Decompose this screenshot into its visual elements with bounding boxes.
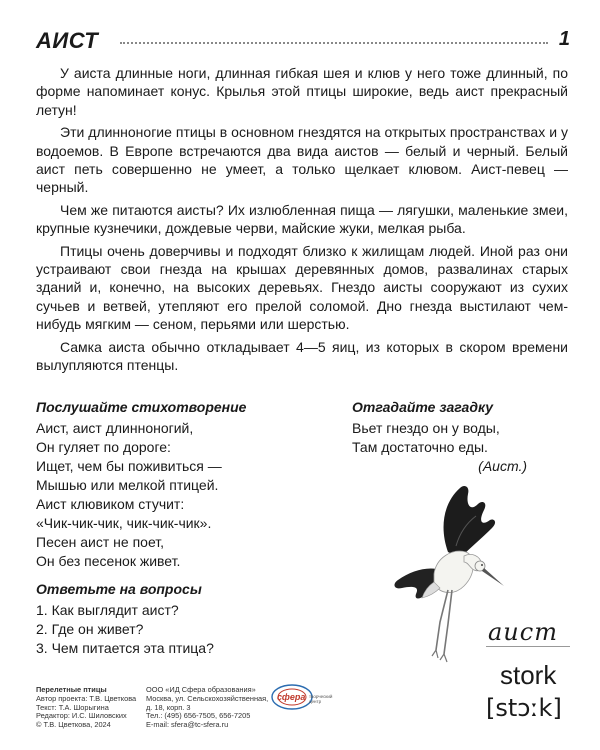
question-item: 3. Чем питается эта птица? (36, 640, 214, 656)
riddle-line: Там достаточно еды. (352, 439, 488, 455)
footer-line: Автор проекта: Т.В. Цветкова (36, 693, 137, 703)
footer-line: Текст: Т.А. Шорыгина (36, 702, 109, 712)
questions-heading: Ответьте на вопросы (36, 581, 202, 597)
page-title: АИСТ (36, 28, 99, 53)
article-body (36, 64, 568, 379)
footer-line: ООО «ИД Сфера образования» (146, 685, 256, 694)
page-number: 1 (558, 28, 570, 50)
poem-line: Мышью или мелкой птицей. (36, 477, 219, 493)
footer-publisher (146, 686, 268, 730)
riddle-line: Вьет гнездо он у воды, (352, 420, 500, 436)
poem-line: Ищет, чем бы поживиться — (36, 458, 222, 474)
riddle-answer: (Аист.) (478, 458, 527, 474)
logo-subtitle: творческий центр (309, 694, 333, 704)
footer-line: © Т.В. Цветкова, 2024 (36, 720, 111, 730)
paragraph: Чем же питаются аисты? Их излюбленная пища — лягушки, маленькие змеи, крупные кузнечики, дождевые черви, майские жуки, мелкая рыба. (36, 201, 568, 237)
paragraph: Самка аиста обычно откладывает 4—5 яиц, из которых в скором времени вылупляются птенцы. (36, 338, 568, 374)
questions-section (36, 580, 326, 658)
poem-section (36, 398, 326, 571)
footer-line: E-mail: sfera@tc-sfera.ru (146, 720, 229, 730)
question-item: 1. Как выглядит аист? (36, 602, 179, 618)
dotted-leader (120, 42, 548, 44)
poem-line: Аист, аист длинноногий, (36, 420, 194, 436)
footer-line: д. 18, корп. 3 (146, 702, 191, 712)
logo-text: сфера (277, 692, 306, 702)
footer-series: Перелетные птицы (36, 685, 107, 694)
footer-line: Редактор: И.С. Шиловских (36, 711, 127, 721)
poem-line: «Чик-чик-чик, чик-чик-чик». (36, 515, 212, 531)
paragraph: У аиста длинные ноги, длинная гибкая шея и клюв у него тоже длинный, по форме напоминает конус. Крылья этой птицы широкие, ведь аист прекрасный летун! (36, 65, 568, 118)
footer-line: Москва, ул. Сельскохозяйственная, (146, 693, 269, 703)
paragraph: Эти длинноногие птицы в основном гнездятся на открытых пространствах и у водоемов. В Европе встречаются два вида аистов — белый и черный. Белый аист петь совершенно не умеет, а только щелкает клювом. Аист-певец — черный. (36, 124, 568, 196)
poem-line: Аист клювиком стучит: (36, 496, 185, 512)
vocab-transcription: [stɔːk] (486, 694, 562, 722)
poem-heading: Послушайте стихотворение (36, 399, 247, 415)
header (36, 28, 570, 54)
poem-line: Песен аист не поет, (36, 534, 165, 550)
vocab-english-word: stork (500, 660, 557, 690)
poem-line: Он без песенок живет. (36, 553, 181, 569)
paragraph: Птицы очень доверчивы и подходят близко к жилищам людей. Иной раз они устраивают свои гнезда на крышах деревянных домов, развалинах старых зданий и, конечно, на высоких деревьях. Гнездо аисты сооружают из сухих сучьев и ветвей, утепляют его прелой соломой. Дно гнезда выстилают чем-нибудь мягким — сеном, перьями или шерстью. (36, 242, 568, 333)
riddle-heading: Отгадайте загадку (352, 399, 494, 415)
question-item: 2. Где он живет? (36, 621, 144, 637)
footer-credits (36, 686, 136, 730)
vocab-cursive-word: аист (488, 618, 558, 646)
writing-line (486, 646, 570, 647)
footer-line: Тел.: (495) 656-7505, 656-7205 (146, 711, 251, 721)
riddle-section (352, 398, 567, 476)
poem-line: Он гуляет по дороге: (36, 439, 171, 455)
